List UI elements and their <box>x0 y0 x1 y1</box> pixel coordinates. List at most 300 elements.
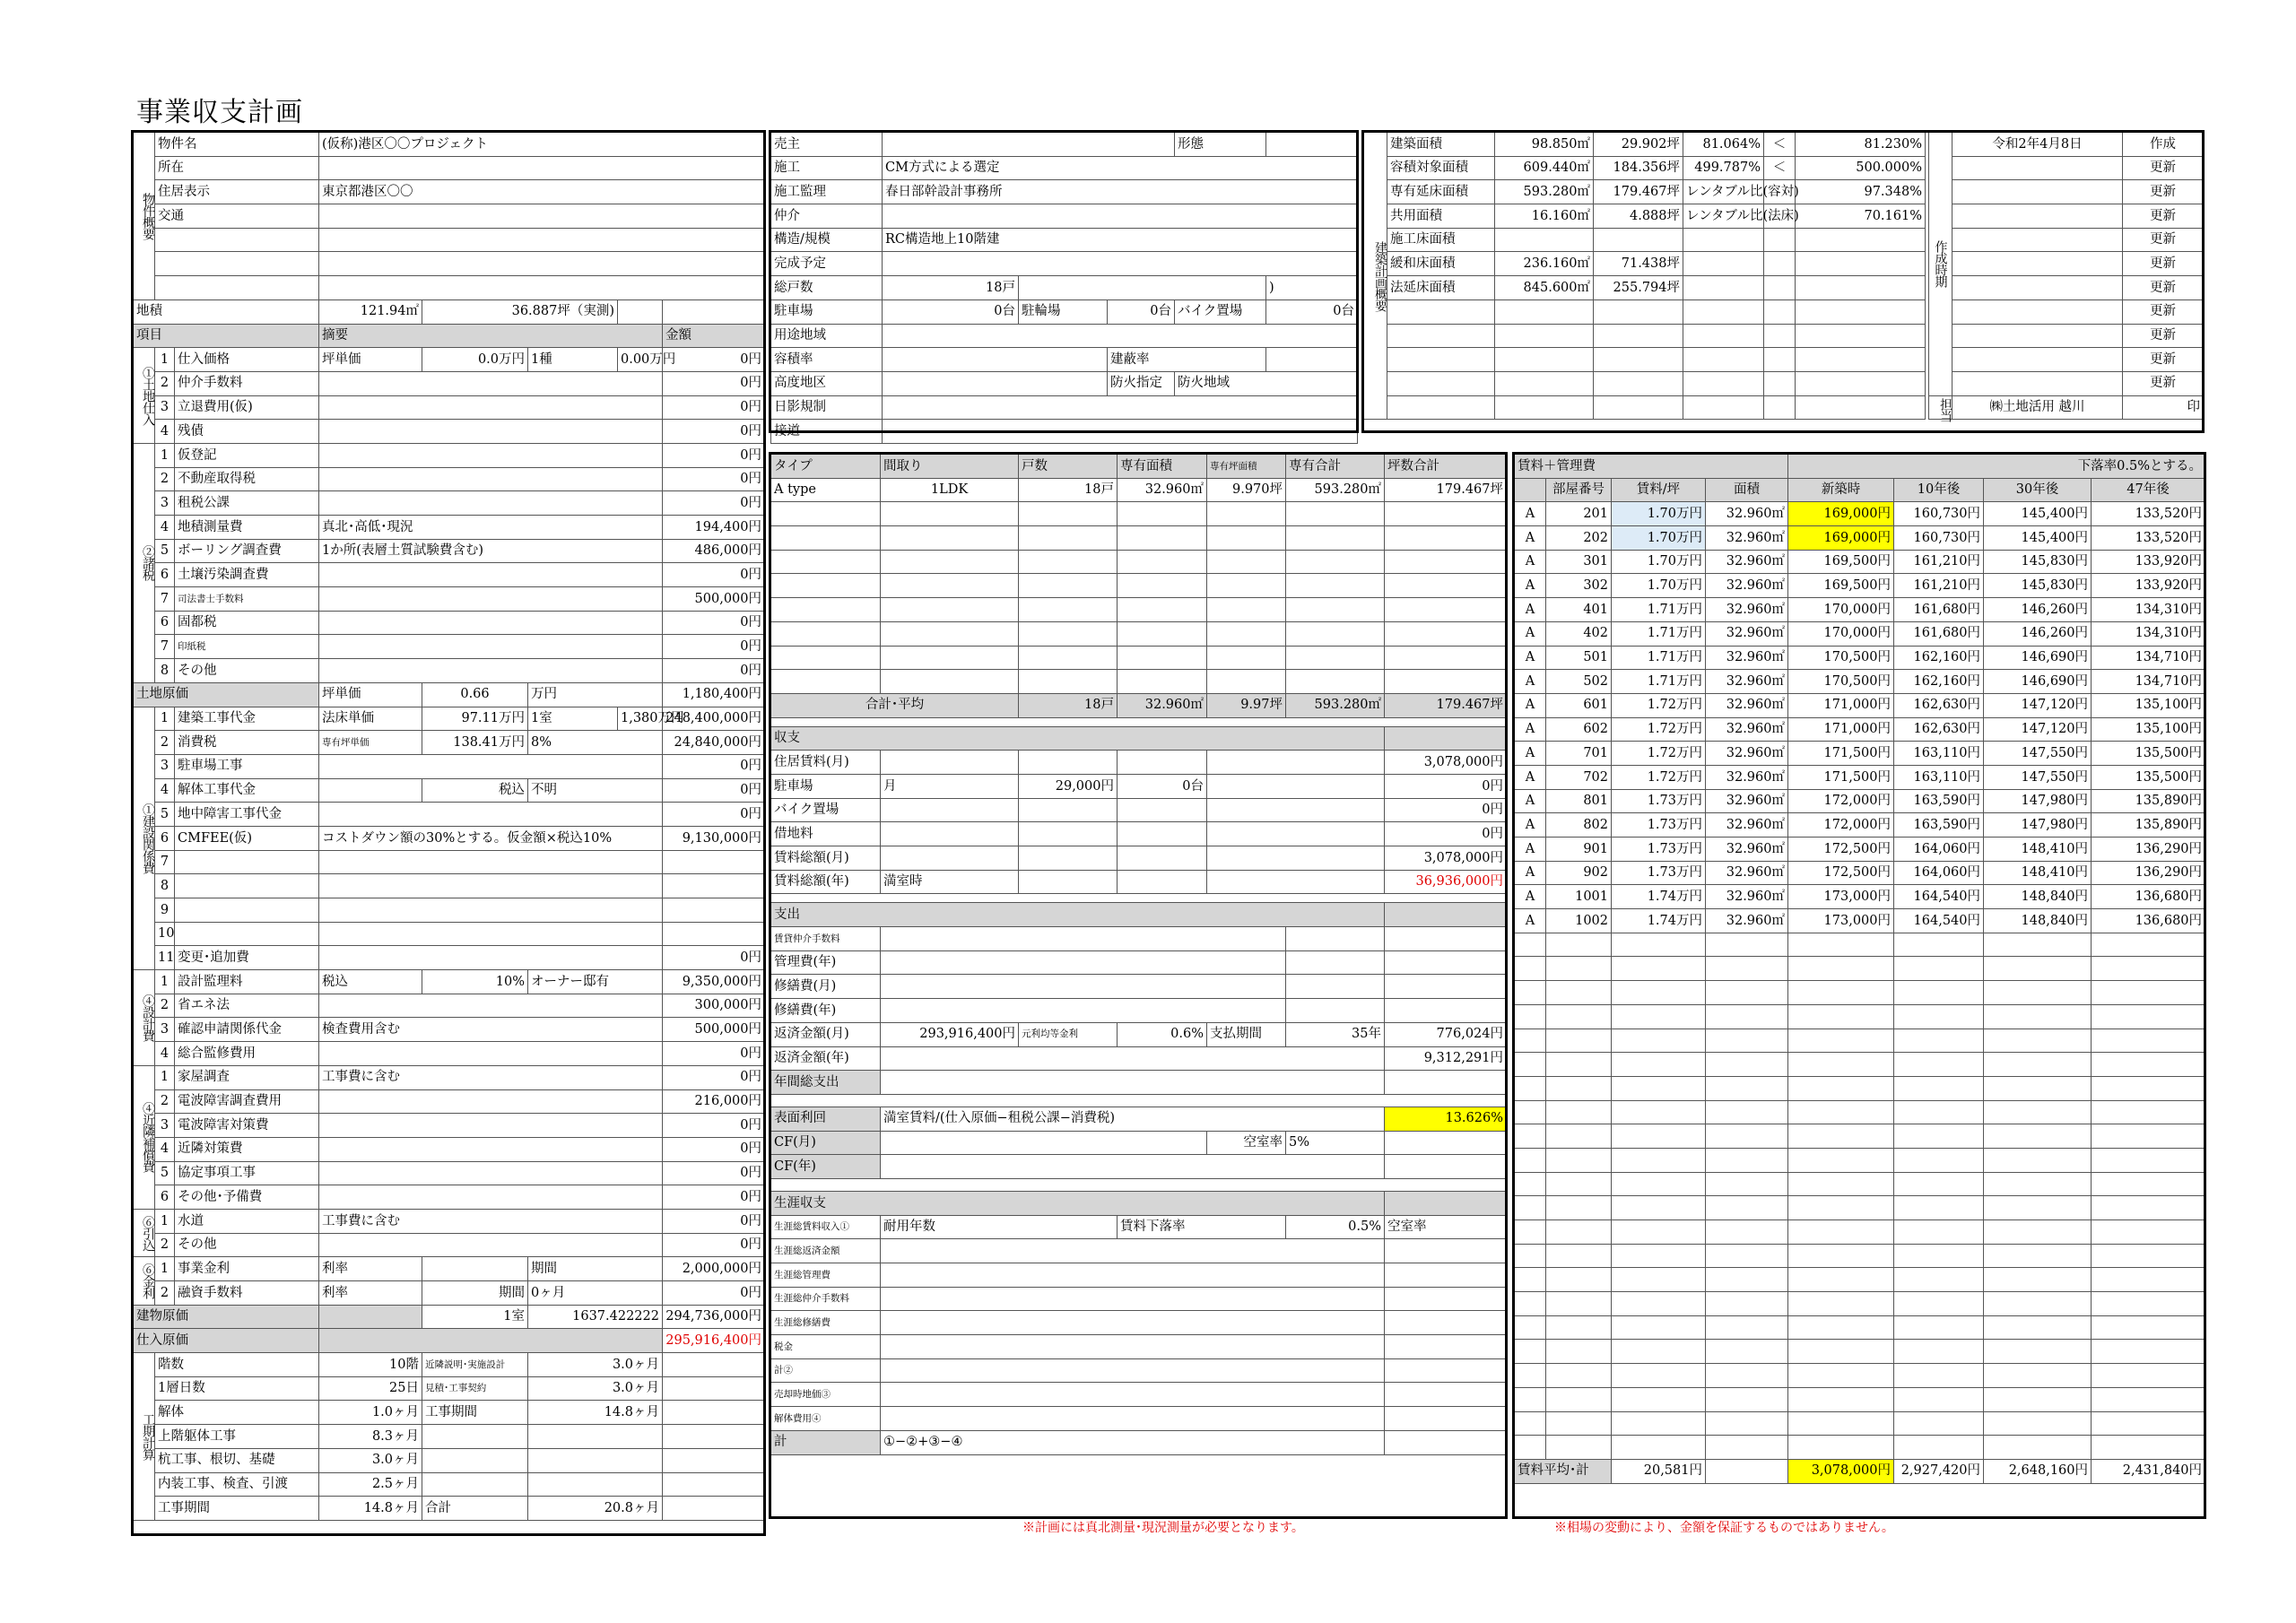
cell <box>1984 1172 2092 1196</box>
cell <box>1796 395 1926 420</box>
cell: 0円 <box>663 1137 765 1161</box>
cell: 171,000円 <box>1788 693 1894 717</box>
cell: 駐車場 <box>771 299 883 324</box>
cell: 32.960㎡ <box>1706 861 1788 885</box>
table-row <box>771 1407 1507 1431</box>
cell <box>1706 1459 1788 1483</box>
cell: ①−②+③−④ <box>881 1430 1385 1454</box>
cell <box>1207 526 1286 551</box>
cell <box>1788 1387 1894 1411</box>
cell <box>1385 1287 1507 1311</box>
cell: 146,260円 <box>1984 621 2092 646</box>
cell: 32.960㎡ <box>1706 789 1788 813</box>
cell: 1 <box>155 970 175 994</box>
cell <box>1952 156 2123 180</box>
cell: 1001 <box>1546 885 1612 909</box>
cell: 500,000円 <box>663 587 765 612</box>
cell <box>1894 1004 1984 1028</box>
cell <box>1683 395 1764 420</box>
cell: 133,520円 <box>2092 526 2205 551</box>
cell <box>881 1335 1385 1359</box>
cell <box>155 228 319 252</box>
cell <box>1118 646 1207 670</box>
cell: 32.960㎡ <box>1706 670 1788 694</box>
cell <box>771 646 881 670</box>
cell <box>1385 1155 1507 1179</box>
rent-table <box>1514 454 2205 1484</box>
cell: 租税公課 <box>175 491 319 516</box>
cell: CF(年) <box>771 1155 881 1179</box>
cell <box>771 502 881 526</box>
cell <box>1286 950 1385 975</box>
table-row <box>134 898 765 923</box>
cell: 共用面積 <box>1387 204 1495 229</box>
cell: 解体工事代金 <box>175 778 319 803</box>
cell: ＜ <box>1764 156 1796 180</box>
cell <box>1612 1436 1706 1460</box>
cell: 工事期間 <box>155 1497 319 1521</box>
cell: 1.72万円 <box>1612 693 1706 717</box>
cell <box>319 420 663 444</box>
cell <box>319 659 663 683</box>
cell: 170,000円 <box>1788 621 1894 646</box>
cell <box>1515 1315 1546 1340</box>
cell: 元利均等金利 <box>1019 1022 1118 1046</box>
cell: 134,710円 <box>2092 670 2205 694</box>
cell <box>1894 1364 1984 1388</box>
cell <box>1764 395 1796 420</box>
cell <box>319 946 663 970</box>
cell: 171,500円 <box>1788 742 1894 766</box>
cell: 7 <box>155 635 175 659</box>
table-row <box>134 778 765 803</box>
cell <box>2092 1268 2205 1292</box>
table-row <box>134 467 765 491</box>
cell <box>771 894 1507 903</box>
cell <box>1706 1364 1788 1388</box>
cell: 32.960㎡ <box>1706 621 1788 646</box>
cell <box>1894 1172 1984 1196</box>
cell <box>1796 324 1926 348</box>
cell: 1か所(表層土質試験費含む) <box>319 539 663 563</box>
table-row <box>134 1448 765 1472</box>
cell: 301 <box>1546 550 1612 574</box>
table-row <box>1515 1148 2205 1172</box>
table-row <box>1515 933 2205 957</box>
cell <box>319 491 663 516</box>
cell <box>1207 550 1286 574</box>
cell: 令和2年4月8日 <box>1952 133 2123 157</box>
cell <box>1952 299 2123 324</box>
cell: 0円 <box>663 1233 765 1257</box>
cell <box>771 670 881 694</box>
cell: 坪単価 <box>319 682 422 707</box>
cell <box>1546 1315 1612 1340</box>
cell <box>881 621 1019 646</box>
table-row <box>134 611 765 635</box>
cell: 146,260円 <box>1984 598 2092 622</box>
cell: 賃料総額(年) <box>771 870 881 894</box>
cell <box>1788 957 1894 981</box>
table-row <box>134 803 765 827</box>
table-row <box>134 922 765 946</box>
cell <box>1546 1028 1612 1053</box>
cell <box>1019 598 1118 622</box>
table-row <box>1364 348 1926 372</box>
cell: 金額 <box>663 324 765 348</box>
table-row <box>134 1425 765 1449</box>
cell <box>1984 1411 2092 1436</box>
cell: 税込 <box>319 970 422 994</box>
cell <box>1385 598 1507 622</box>
cell <box>1019 621 1118 646</box>
page-title: 事業収支計画 <box>136 97 303 128</box>
cell: 1.73万円 <box>1612 813 1706 838</box>
cell <box>1385 670 1507 694</box>
cell <box>1546 1340 1612 1364</box>
cell: 専有面積 <box>1118 455 1207 479</box>
cell: 1層日数 <box>155 1376 319 1401</box>
cell <box>2092 1196 2205 1220</box>
cell <box>1706 957 1788 981</box>
table-row <box>134 1161 765 1185</box>
cell: 248,400,000円 <box>663 707 765 731</box>
table-row <box>771 574 1507 598</box>
cell: 駐車場工事 <box>175 754 319 778</box>
cell <box>1286 502 1385 526</box>
cell: 0円 <box>1385 774 1507 798</box>
cell <box>1385 1430 1507 1454</box>
cell <box>1894 1340 1984 1364</box>
cell <box>2092 1124 2205 1149</box>
cell: 171,500円 <box>1788 765 1894 789</box>
cell: 5 <box>155 1161 175 1185</box>
table-row <box>1515 981 2205 1005</box>
cell: 建築面積 <box>1387 133 1495 157</box>
table-row <box>134 348 765 372</box>
table-row <box>1364 156 1926 180</box>
table-row <box>771 1022 1507 1046</box>
table-row <box>1364 299 1926 324</box>
cell <box>1788 1053 1894 1077</box>
table-row <box>771 550 1507 574</box>
cell: 住居賃料(月) <box>771 751 881 775</box>
cell: 2 <box>155 1233 175 1257</box>
table-row <box>1929 156 2204 180</box>
cell <box>1612 1124 1706 1149</box>
cell <box>319 587 663 612</box>
table-row <box>1929 204 2204 229</box>
cell <box>422 1425 528 1449</box>
cell: 1 <box>155 1065 175 1089</box>
cell <box>1266 348 1358 372</box>
cell <box>319 395 663 420</box>
cell <box>1118 751 1207 775</box>
table-row <box>134 563 765 587</box>
cell <box>1788 1148 1894 1172</box>
table-row <box>1364 324 1926 348</box>
cell <box>1515 1076 1546 1100</box>
cell: 1.71万円 <box>1612 646 1706 670</box>
cell <box>1019 670 1118 694</box>
table-row <box>134 204 765 229</box>
table-row <box>134 539 765 563</box>
cell <box>881 1358 1385 1383</box>
cell <box>155 276 319 300</box>
cell: 作成 <box>2123 133 2204 157</box>
cell <box>319 1329 663 1353</box>
table-row <box>1515 621 2205 646</box>
cell <box>1984 1148 2092 1172</box>
cell <box>1594 324 1683 348</box>
cell <box>1984 1053 2092 1077</box>
cell <box>528 1425 663 1449</box>
cell: 事業金利 <box>175 1257 319 1281</box>
cell: ＜ <box>1764 133 1796 157</box>
cell <box>1796 348 1926 372</box>
table-row <box>771 751 1507 775</box>
table-row <box>771 324 1358 348</box>
cell <box>422 1472 528 1497</box>
cell: A <box>1515 621 1546 646</box>
cell <box>1706 1100 1788 1124</box>
cell <box>2092 1292 2205 1316</box>
cell <box>1683 276 1764 300</box>
cell: 更新 <box>2123 252 2204 276</box>
table-row <box>1515 502 2205 526</box>
cell <box>1515 1148 1546 1172</box>
cell: 0円 <box>663 659 765 683</box>
table-row <box>1929 276 2204 300</box>
cell: 建蔽率 <box>1108 348 1266 372</box>
cell: A <box>1515 574 1546 598</box>
cell: 税金 <box>771 1335 881 1359</box>
cell: 賃料/坪 <box>1612 478 1706 502</box>
cell: 134,310円 <box>2092 621 2205 646</box>
survey-note: ※計画には真北測量･現況測量が必要となります。 <box>1022 1521 1304 1535</box>
cell <box>319 467 663 491</box>
cell <box>1952 348 2123 372</box>
cell <box>1207 751 1385 775</box>
cell: 1室 <box>422 1305 528 1329</box>
cell: 2 <box>155 1089 175 1114</box>
cell: 172,000円 <box>1788 789 1894 813</box>
cell: 8 <box>155 659 175 683</box>
table-row <box>771 1046 1507 1071</box>
cell: 0円 <box>663 635 765 659</box>
table-row <box>134 252 765 276</box>
cell: 601 <box>1546 693 1612 717</box>
cell: 更新 <box>2123 348 2204 372</box>
cell: 満室時 <box>881 870 1019 894</box>
cell <box>1515 1124 1546 1149</box>
table-row <box>771 894 1507 903</box>
cell <box>1706 933 1788 957</box>
cell: 255.794坪 <box>1594 276 1683 300</box>
cell: 0円 <box>663 1161 765 1185</box>
cell <box>771 1178 1507 1191</box>
cell: A <box>1515 693 1546 717</box>
cell: 協定事項工事 <box>175 1161 319 1185</box>
cell <box>883 348 1108 372</box>
cell: 0円 <box>663 1114 765 1138</box>
cell: 総戸数 <box>771 276 883 300</box>
cell: 32.960㎡ <box>1706 909 1788 933</box>
cell <box>1612 1411 1706 1436</box>
cell: 161,210円 <box>1894 574 1984 598</box>
table-row <box>134 731 765 755</box>
cell <box>1546 1268 1612 1292</box>
cell: 仲介 <box>771 204 883 229</box>
cell <box>663 299 765 324</box>
cell <box>1515 957 1546 981</box>
table-row <box>771 478 1507 502</box>
cell <box>319 1185 663 1210</box>
cell <box>1894 1244 1984 1268</box>
cell <box>319 1042 663 1066</box>
cell <box>1706 1148 1788 1172</box>
cell: 302 <box>1546 574 1612 598</box>
cell <box>881 550 1019 574</box>
table-row <box>771 204 1358 229</box>
cell: 148,840円 <box>1984 909 2092 933</box>
table-row <box>1929 180 2204 204</box>
table-row <box>134 1257 765 1281</box>
table-row <box>771 276 1358 300</box>
cell <box>1796 228 1926 252</box>
cell <box>663 1497 765 1521</box>
cell: 32.960㎡ <box>1706 693 1788 717</box>
cell <box>319 754 663 778</box>
cell <box>1495 348 1594 372</box>
cell: 160,730円 <box>1894 526 1984 551</box>
cell <box>1612 1244 1706 1268</box>
table-row <box>1364 133 1926 157</box>
cell <box>319 371 663 395</box>
cell: 160,730円 <box>1894 502 1984 526</box>
table-row <box>771 903 1507 927</box>
cell: 32.960㎡ <box>1706 742 1788 766</box>
cell: 0円 <box>663 1281 765 1306</box>
cell: 3 <box>155 491 175 516</box>
cell <box>1612 933 1706 957</box>
cell <box>881 1311 1385 1335</box>
table-row <box>134 371 765 395</box>
table-row <box>1515 765 2205 789</box>
unit-income-table <box>770 454 1507 1455</box>
cell: 空室率 <box>1207 1131 1286 1155</box>
cell: 作成時期 <box>1929 133 1952 396</box>
cell: ④近隣補償費 <box>134 1065 155 1209</box>
cell <box>881 1239 1385 1263</box>
table-row <box>771 927 1507 951</box>
cell <box>1546 1244 1612 1268</box>
cell: 高度地区 <box>771 371 883 395</box>
table-row <box>771 348 1358 372</box>
cell <box>1118 598 1207 622</box>
cell <box>663 1353 765 1377</box>
cell <box>1385 646 1507 670</box>
cell: 建築工事代金 <box>175 707 319 731</box>
cell <box>2092 1028 2205 1053</box>
cell <box>663 898 765 923</box>
cell <box>2092 933 2205 957</box>
table-row <box>1515 574 2205 598</box>
cell <box>1385 950 1507 975</box>
cell: 1637.422222 <box>528 1305 663 1329</box>
table-row <box>1515 598 2205 622</box>
cell: 施工監理 <box>771 180 883 204</box>
cell <box>2092 981 2205 1005</box>
cell: 147,980円 <box>1984 789 2092 813</box>
cell <box>1952 228 2123 252</box>
table-row <box>1515 1076 2205 1100</box>
table-row <box>771 975 1507 999</box>
cell: 防火地域 <box>1175 371 1358 395</box>
cell <box>319 252 765 276</box>
cell <box>1952 276 2123 300</box>
cell: 135,500円 <box>2092 765 2205 789</box>
cell <box>1706 1292 1788 1316</box>
cell: 専有延床面積 <box>1387 180 1495 204</box>
table-row <box>1515 1244 2205 1268</box>
table-row <box>1515 838 2205 862</box>
cell: 172,500円 <box>1788 861 1894 885</box>
cell: 162,160円 <box>1894 670 1984 694</box>
cell: 133,920円 <box>2092 574 2205 598</box>
cell: 残債 <box>175 420 319 444</box>
cell: 35年 <box>1286 1022 1385 1046</box>
table-row <box>771 502 1507 526</box>
cell <box>881 1155 1385 1179</box>
cell <box>1788 1340 1894 1364</box>
table-row <box>771 846 1507 871</box>
cell <box>1207 598 1286 622</box>
cell <box>1894 933 1984 957</box>
cell <box>319 156 765 180</box>
table-row <box>771 1131 1507 1155</box>
cell <box>1207 574 1286 598</box>
table-row <box>134 754 765 778</box>
cell: 階数 <box>155 1353 319 1377</box>
cell <box>1612 1053 1706 1077</box>
table-row <box>1515 789 2205 813</box>
cell: 3 <box>155 1018 175 1042</box>
table-row <box>771 798 1507 822</box>
cell: 5 <box>155 803 175 827</box>
table-row <box>1515 1411 2205 1436</box>
table-row <box>771 526 1507 551</box>
cell: 1.70万円 <box>1612 502 1706 526</box>
cell <box>1683 299 1764 324</box>
table-row <box>134 443 765 467</box>
cell: 11 <box>155 946 175 970</box>
cell: 形態 <box>1175 133 1266 157</box>
cell <box>881 1046 1385 1071</box>
cell: 収支 <box>771 726 1385 751</box>
cell: 土地原価 <box>134 682 319 707</box>
cell: 32.960㎡ <box>1706 598 1788 622</box>
cell <box>1894 1220 1984 1245</box>
cell <box>2092 1004 2205 1028</box>
cell: 更新 <box>2123 180 2204 204</box>
cell: ②諸税 <box>134 443 155 682</box>
cell <box>663 922 765 946</box>
cell <box>881 598 1019 622</box>
table-row <box>771 726 1507 751</box>
cell <box>663 1401 765 1425</box>
cell: 169,500円 <box>1788 574 1894 598</box>
